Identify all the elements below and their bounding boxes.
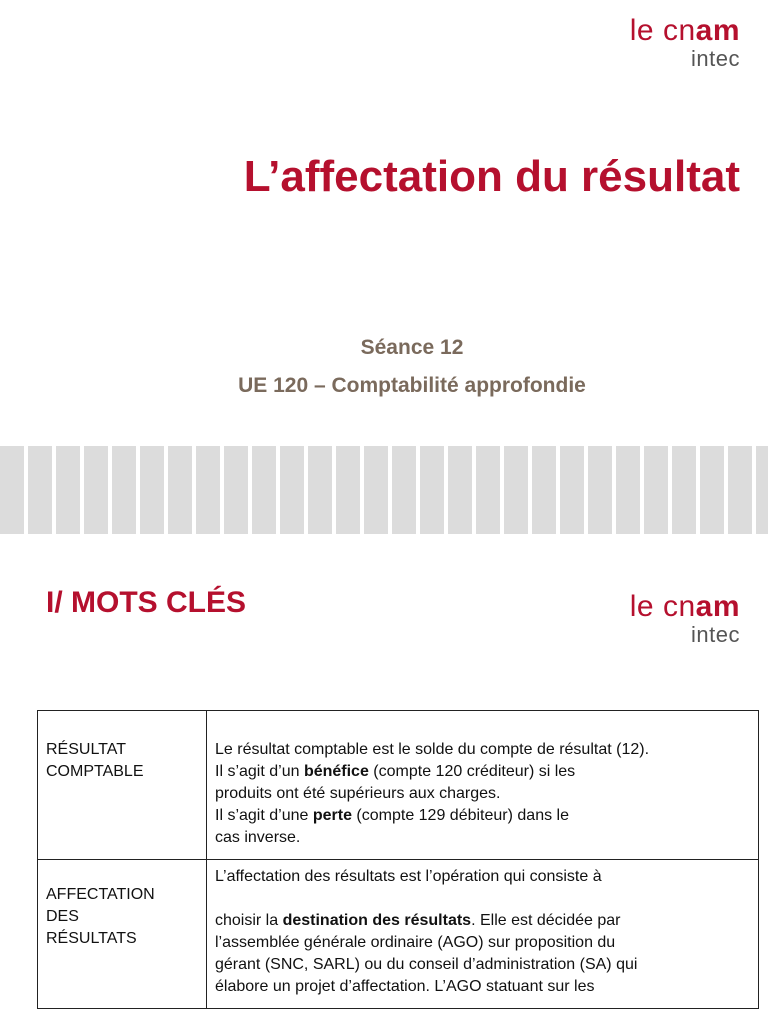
definition-line: élabore un projet d’affectation. L’AGO statuant sur les [215, 978, 595, 995]
definition-line: L’affectation des résultats est l’opération qui consiste à [215, 868, 602, 885]
logo-sub: intec [691, 46, 740, 71]
definition-line: choisir la destination des résultats. Elle est décidée par [215, 912, 621, 929]
definition-cell [207, 860, 759, 1009]
definition-line: produits ont été supérieurs aux charges. [215, 785, 501, 802]
definition-line: gérant (SNC, SARL) ou du conseil d’administration (SA) qui [215, 956, 638, 973]
logo-brand-light: le cn [629, 14, 696, 47]
section-title: I/ MOTS CLÉS [46, 586, 247, 619]
term-cell [38, 860, 207, 1009]
term-line: DES [46, 908, 79, 925]
cnam-intec-logo [630, 16, 740, 70]
paragraph-gap [215, 888, 750, 910]
term-line: COMPTABLE [46, 763, 144, 780]
definition-line: Il s’agit d’une perte (compte 129 débiteur) dans le [215, 807, 569, 824]
session-label: Séance 12 [360, 336, 464, 359]
definition-cell [207, 711, 759, 860]
decorative-stripe-band [0, 446, 768, 534]
term-line: RÉSULTAT [46, 741, 127, 758]
logo-sub: intec [691, 622, 740, 647]
logo-brand-bold: am [695, 14, 740, 47]
logo-brand [630, 16, 740, 46]
logo-brand-bold: am [695, 590, 740, 623]
table-row [38, 711, 759, 860]
logo-brand-light: le cn [629, 590, 696, 623]
definition-line: l’assemblée générale ordinaire (AGO) sur proposition du [215, 934, 616, 951]
definition-line: cas inverse. [215, 829, 301, 846]
course-label: UE 120 – Comptabilité approfondie [238, 374, 586, 397]
keywords-table [37, 710, 759, 1009]
logo-brand [630, 592, 740, 622]
definition-line: Il s’agit d’un bénéfice (compte 120 créditeur) si les [215, 763, 576, 780]
cnam-intec-logo-2 [630, 592, 740, 646]
definition-line: Le résultat comptable est le solde du compte de résultat (12). [215, 741, 650, 758]
slide-title: L’affectation du résultat [243, 152, 740, 201]
term-line: AFFECTATION [46, 886, 155, 903]
term-cell [38, 711, 207, 860]
term-line: RÉSULTATS [46, 930, 137, 947]
table-row [38, 860, 759, 1009]
